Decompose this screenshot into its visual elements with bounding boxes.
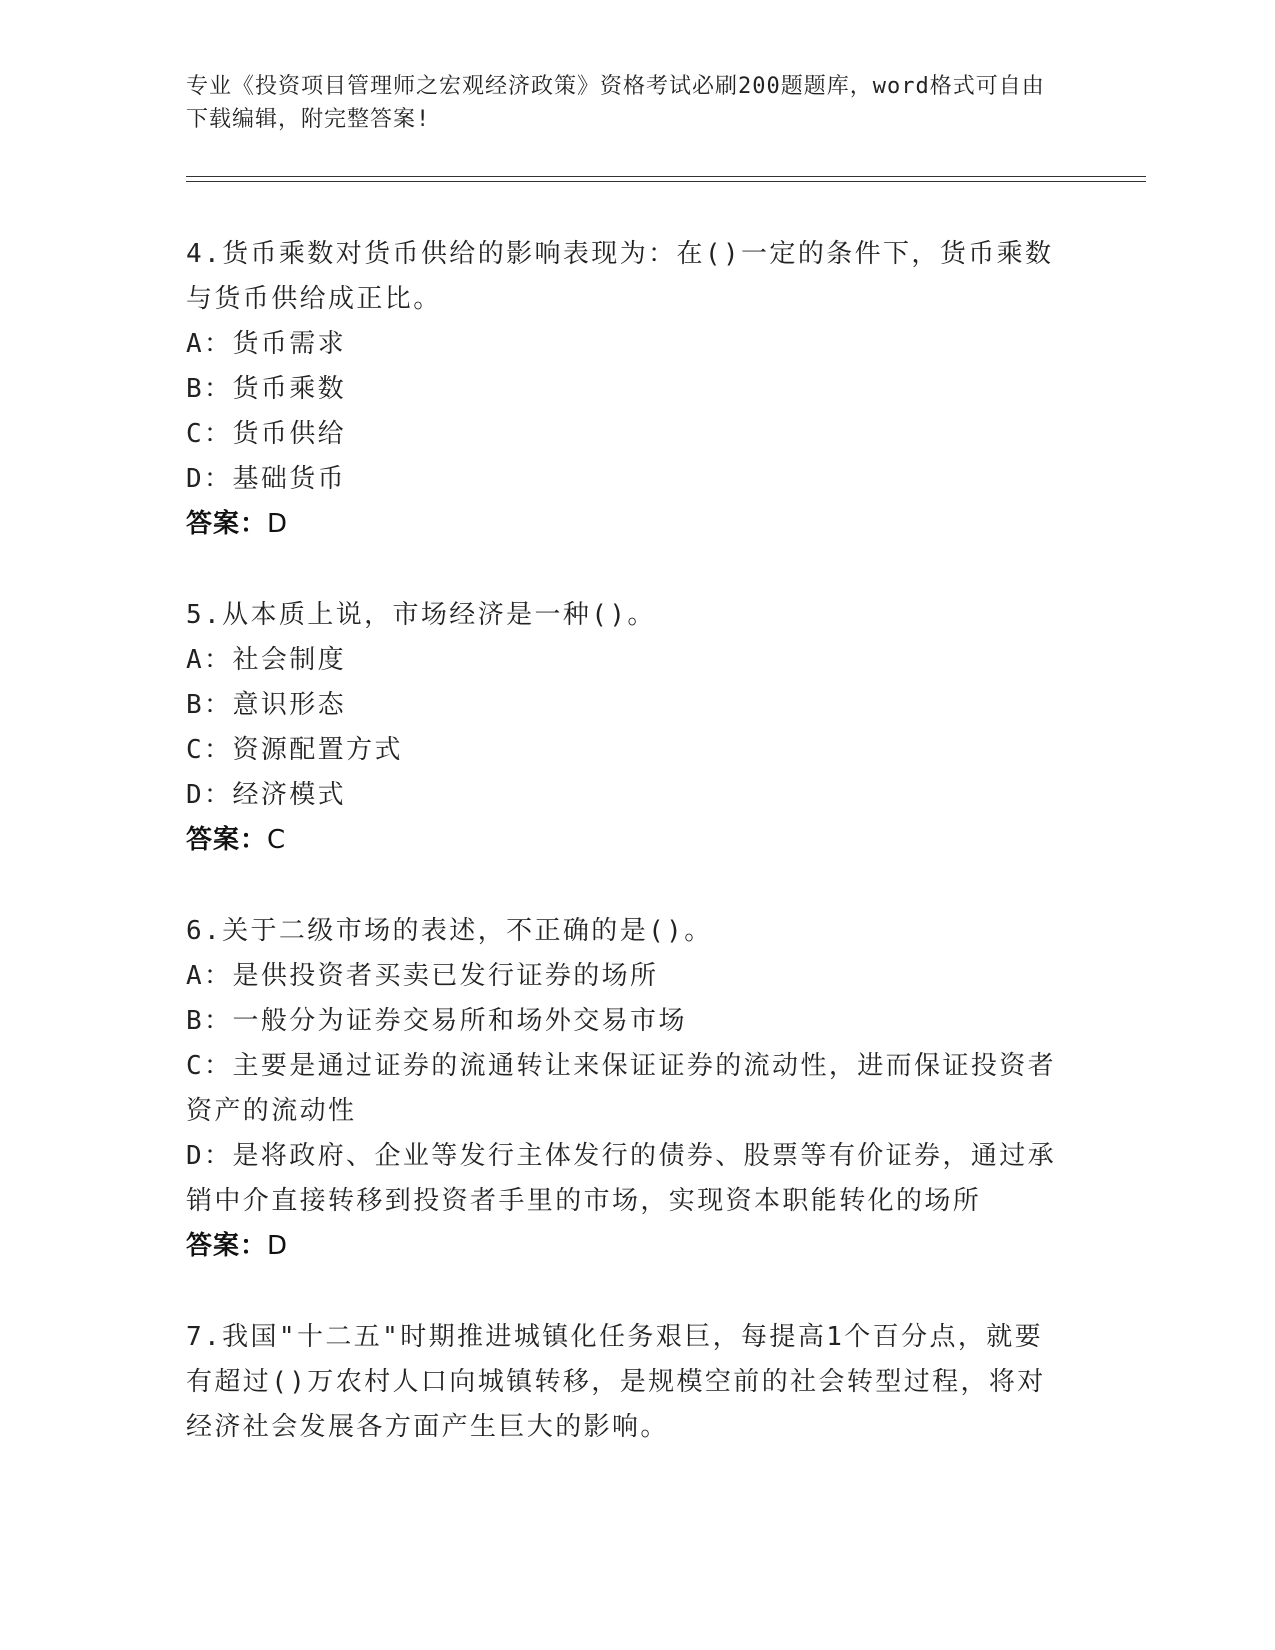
question-text: 7.我国"十二五"时期推进城镇化任务艰巨，每提高1个百分点，就要有超过()万农村人口向城镇转移，是规模空前的社会转型过程，将对经济社会发展各方面产生巨大的影响。 [186,1322,1046,1442]
answer-line [186,502,1066,547]
answer-value: D [267,1231,289,1261]
answer-label: 答案： [186,825,268,855]
answer-line [186,818,1066,863]
question-text: 6.关于二级市场的表述，不正确的是()。 [186,916,713,946]
option-c: C：主要是通过证券的流通转让来保证证券的流动性，进而保证投资者资产的流动性 [186,1051,1057,1126]
question-text: 5.从本质上说，市场经济是一种()。 [186,600,656,630]
question-7 [186,1315,1066,1450]
question-4 [186,232,1066,547]
option-a: A：社会制度 [186,645,347,675]
option-a: A：货币需求 [186,329,347,359]
option-b: B：货币乘数 [186,374,347,404]
answer-label: 答案： [186,509,268,539]
question-list [186,232,1066,1496]
option-d: D：基础货币 [186,464,347,494]
answer-value: D [267,509,289,539]
question-6 [186,909,1066,1269]
option-c: C：资源配置方式 [186,735,403,765]
header-divider-top [186,176,1146,177]
option-c: C：货币供给 [186,419,347,449]
option-a: A：是供投资者买卖已发行证券的场所 [186,961,659,991]
document-header: 专业《投资项目管理师之宏观经济政策》资格考试必刷200题题库，word格式可自由下载编辑，附完整答案! [186,74,1045,132]
header-divider-bottom [186,181,1146,182]
option-d: D：是将政府、企业等发行主体发行的债券、股票等有价证券，通过承销中介直接转移到投资者手里的市场，实现资本职能转化的场所 [186,1141,1057,1216]
answer-value: C [267,825,287,855]
answer-label: 答案： [186,1231,268,1261]
question-5 [186,593,1066,863]
option-b: B：一般分为证券交易所和场外交易市场 [186,1006,687,1036]
option-d: D：经济模式 [186,780,347,810]
question-text: 4.货币乘数对货币供给的影响表现为：在()一定的条件下，货币乘数与货币供给成正比。 [186,239,1054,314]
answer-line [186,1224,1066,1269]
option-b: B：意识形态 [186,690,347,720]
